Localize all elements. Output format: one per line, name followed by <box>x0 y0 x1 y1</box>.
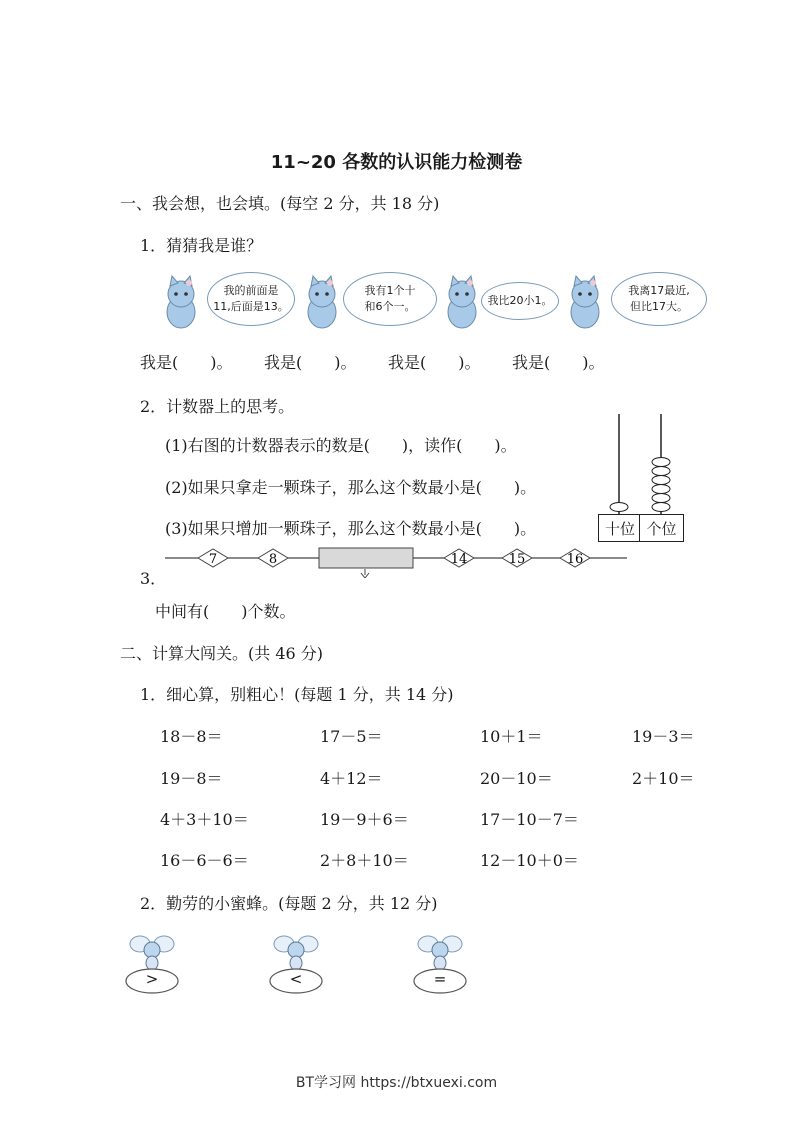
abacus-bead <box>652 458 670 467</box>
s2-q1-label: 1．细心算，别粗心！(每题 1 分，共 14 分) <box>140 685 454 704</box>
calc-problem: 16－6－6＝ <box>160 851 249 870</box>
abacus-bead <box>652 485 670 494</box>
q2-item-2: (2)如果只拿走一颗珠子，那么这个数最小是( )。 <box>165 478 537 497</box>
q2-item-3: (3)如果只增加一颗珠子，那么这个数最小是( )。 <box>165 519 537 538</box>
number-label: 14 <box>450 552 468 567</box>
cat-icon <box>308 276 336 328</box>
cat-icon <box>571 276 599 328</box>
abacus-bead <box>652 503 670 512</box>
cat-icon <box>167 276 195 328</box>
bee-symbol: < <box>289 970 303 988</box>
footer-site: BT学习网 https://btxuexi.com <box>295 1075 498 1091</box>
bee-symbol: = <box>433 970 447 988</box>
calc-problem: 2＋8＋10＝ <box>320 851 409 870</box>
calc-problem: 4＋12＝ <box>320 769 383 788</box>
answer-4: 我是( )。 <box>512 353 605 372</box>
calc-problem: 12－10＋0＝ <box>480 851 579 870</box>
calc-problem: 19－3＝ <box>632 727 695 746</box>
abacus-bead <box>652 476 670 485</box>
abacus-bead <box>652 467 670 476</box>
section-2-heading: 二、计算大闯关。(共 46 分) <box>120 644 324 663</box>
calc-problem: 19－9＋6＝ <box>320 810 409 829</box>
bee-icon <box>266 930 330 996</box>
q1-label: 1．猜猜我是谁？ <box>140 236 263 255</box>
q3-label: 3． <box>140 569 167 588</box>
calc-problem: 17－10－7＝ <box>480 810 579 829</box>
q2-label: 2．计数器上的思考。 <box>140 397 295 416</box>
speech-bubble-2: 我有1个十 和6个一。 <box>343 272 437 326</box>
ones-place-label: 个位 <box>639 514 684 542</box>
cat-icon <box>448 276 476 328</box>
calc-problem: 10＋1＝ <box>480 727 543 746</box>
s2-q2-label: 2．勤劳的小蜜蜂。(每题 2 分，共 12 分) <box>140 894 438 913</box>
speech-bubble-3: 我比20小1。 <box>481 282 559 320</box>
answer-3: 我是( )。 <box>388 353 481 372</box>
tens-place-label: 十位 <box>598 514 642 542</box>
number-line <box>165 542 635 578</box>
answer-2: 我是( )。 <box>264 353 357 372</box>
calc-problem: 17－5＝ <box>320 727 383 746</box>
page-title: 11~20 各数的认识能力检测卷 <box>270 152 523 173</box>
calc-problem: 20－10＝ <box>480 769 553 788</box>
bee-icon <box>122 930 186 996</box>
answer-1: 我是( )。 <box>140 353 233 372</box>
number-label: 8 <box>268 552 278 567</box>
abacus-rods <box>598 412 684 516</box>
number-label: 7 <box>208 552 218 567</box>
section-1-heading: 一、我会想，也会填。(每空 2 分，共 18 分) <box>120 194 440 213</box>
bee-icon <box>410 930 474 996</box>
calc-problem: 2＋10＝ <box>632 769 695 788</box>
q3-text: 中间有( )个数。 <box>155 602 296 621</box>
speech-bubble-1: 我的前面是 11,后面是13。 <box>207 272 295 326</box>
number-label: 16 <box>566 552 584 567</box>
calc-problem: 19－8＝ <box>160 769 223 788</box>
cat-guess-strip <box>155 266 711 334</box>
calc-problem: 18－8＝ <box>160 727 223 746</box>
number-label: 15 <box>508 552 526 567</box>
abacus-bead <box>610 503 628 512</box>
bee-symbol: > <box>145 970 159 988</box>
q2-item-1: (1)右图的计数器表示的数是( )，读作( )。 <box>165 436 517 455</box>
abacus-counter <box>598 412 684 542</box>
speech-bubble-4: 我离17最近, 但比17大。 <box>611 272 707 326</box>
calc-problem: 4＋3＋10＝ <box>160 810 249 829</box>
abacus-bead <box>652 494 670 503</box>
